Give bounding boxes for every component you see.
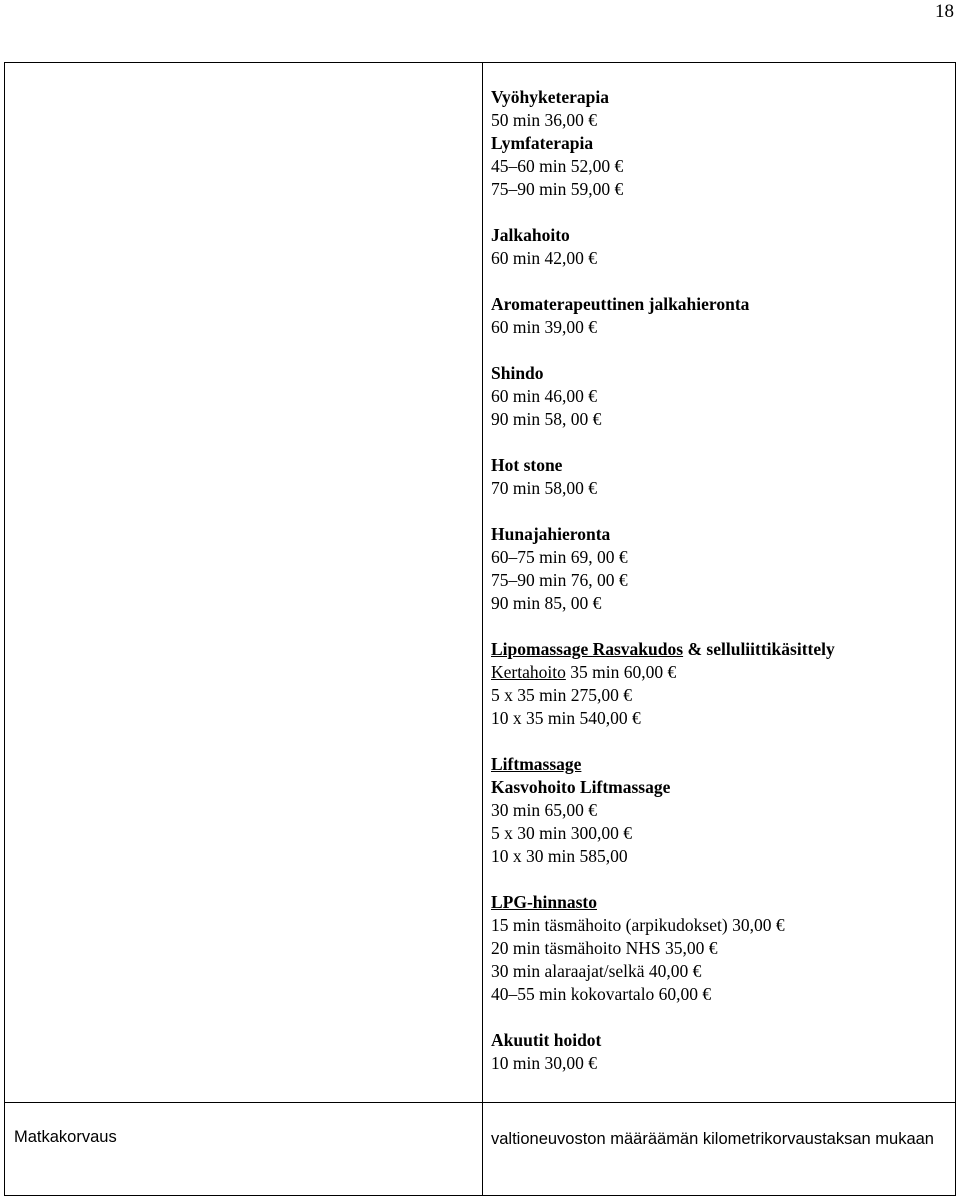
section-lipomassage: [491, 638, 946, 730]
lipomassage-link[interactable]: Lipomassage Rasvakudos: [491, 639, 684, 659]
section-title: Vyöhyketerapia: [491, 87, 609, 107]
price-line-rest: 35 min 60,00 €: [565, 662, 677, 682]
price-line: 5 x 35 min 275,00 €: [491, 685, 632, 705]
price-line: 75–90 min 59,00 €: [491, 179, 624, 199]
price-line: 75–90 min 76, 00 €: [491, 570, 628, 590]
price-line: 70 min 58,00 €: [491, 478, 597, 498]
price-line: 10 x 35 min 540,00 €: [491, 708, 641, 728]
section-lpg-hinnasto: [491, 891, 946, 1006]
price-line: 10 x 30 min 585,00: [491, 846, 628, 866]
price-line: 45–60 min 52,00 €: [491, 156, 624, 176]
price-line: 60 min 46,00 €: [491, 386, 597, 406]
section-aromaterapeuttinen: [491, 293, 946, 339]
price-line: 20 min täsmähoito NHS 35,00 €: [491, 938, 718, 958]
page-number: 18: [935, 1, 954, 22]
price-line: 90 min 58, 00 €: [491, 409, 602, 429]
section-title: [491, 638, 946, 661]
kertahoito-link[interactable]: Kertahoito: [491, 662, 566, 682]
price-line: 50 min 36,00 €: [491, 110, 597, 130]
section-title: Hot stone: [491, 455, 563, 475]
price-line: 5 x 30 min 300,00 €: [491, 823, 632, 843]
section-liftmassage: [491, 753, 946, 868]
section-title: Akuutit hoidot: [491, 1030, 602, 1050]
section-title: Jalkahoito: [491, 225, 570, 245]
column-divider: [482, 62, 483, 1196]
price-line: 60 min 42,00 €: [491, 248, 597, 268]
section-title: Aromaterapeuttinen jalkahieronta: [491, 294, 750, 314]
price-line: 30 min 65,00 €: [491, 800, 597, 820]
section-hot-stone: [491, 454, 946, 500]
section-akuutit-hoidot: [491, 1029, 946, 1075]
matkakorvaus-label: Matkakorvaus: [14, 1128, 117, 1146]
lpg-hinnasto-link[interactable]: LPG-hinnasto: [491, 892, 597, 912]
section-hunajahieronta: [491, 523, 946, 615]
price-line: 30 min alaraajat/selkä 40,00 €: [491, 961, 702, 981]
price-line: 60–75 min 69, 00 €: [491, 547, 628, 567]
section-title-rest: & selluliittikäsittely: [683, 639, 835, 659]
price-line: 40–55 min kokovartalo 60,00 €: [491, 984, 712, 1004]
price-list: [491, 86, 946, 1098]
section-shindo: [491, 362, 946, 431]
liftmassage-link[interactable]: Liftmassage: [491, 754, 582, 774]
section-vyohyketerapia: [491, 86, 946, 201]
section-title: Hunajahieronta: [491, 524, 611, 544]
matkakorvaus-value: valtioneuvoston määräämän kilometrikorvaustaksan mukaan: [491, 1130, 934, 1148]
section-jalkahoito: [491, 224, 946, 270]
row-divider: [4, 1102, 956, 1103]
price-line: 10 min 30,00 €: [491, 1053, 597, 1073]
section-subtitle: Kasvohoito Liftmassage: [491, 777, 671, 797]
price-line: 15 min täsmähoito (arpikudokset) 30,00 €: [491, 915, 785, 935]
price-line: 60 min 39,00 €: [491, 317, 597, 337]
price-line: 90 min 85, 00 €: [491, 593, 602, 613]
section-title: Shindo: [491, 363, 544, 383]
price-line: [491, 661, 946, 684]
section-subtitle: Lymfaterapia: [491, 133, 594, 153]
